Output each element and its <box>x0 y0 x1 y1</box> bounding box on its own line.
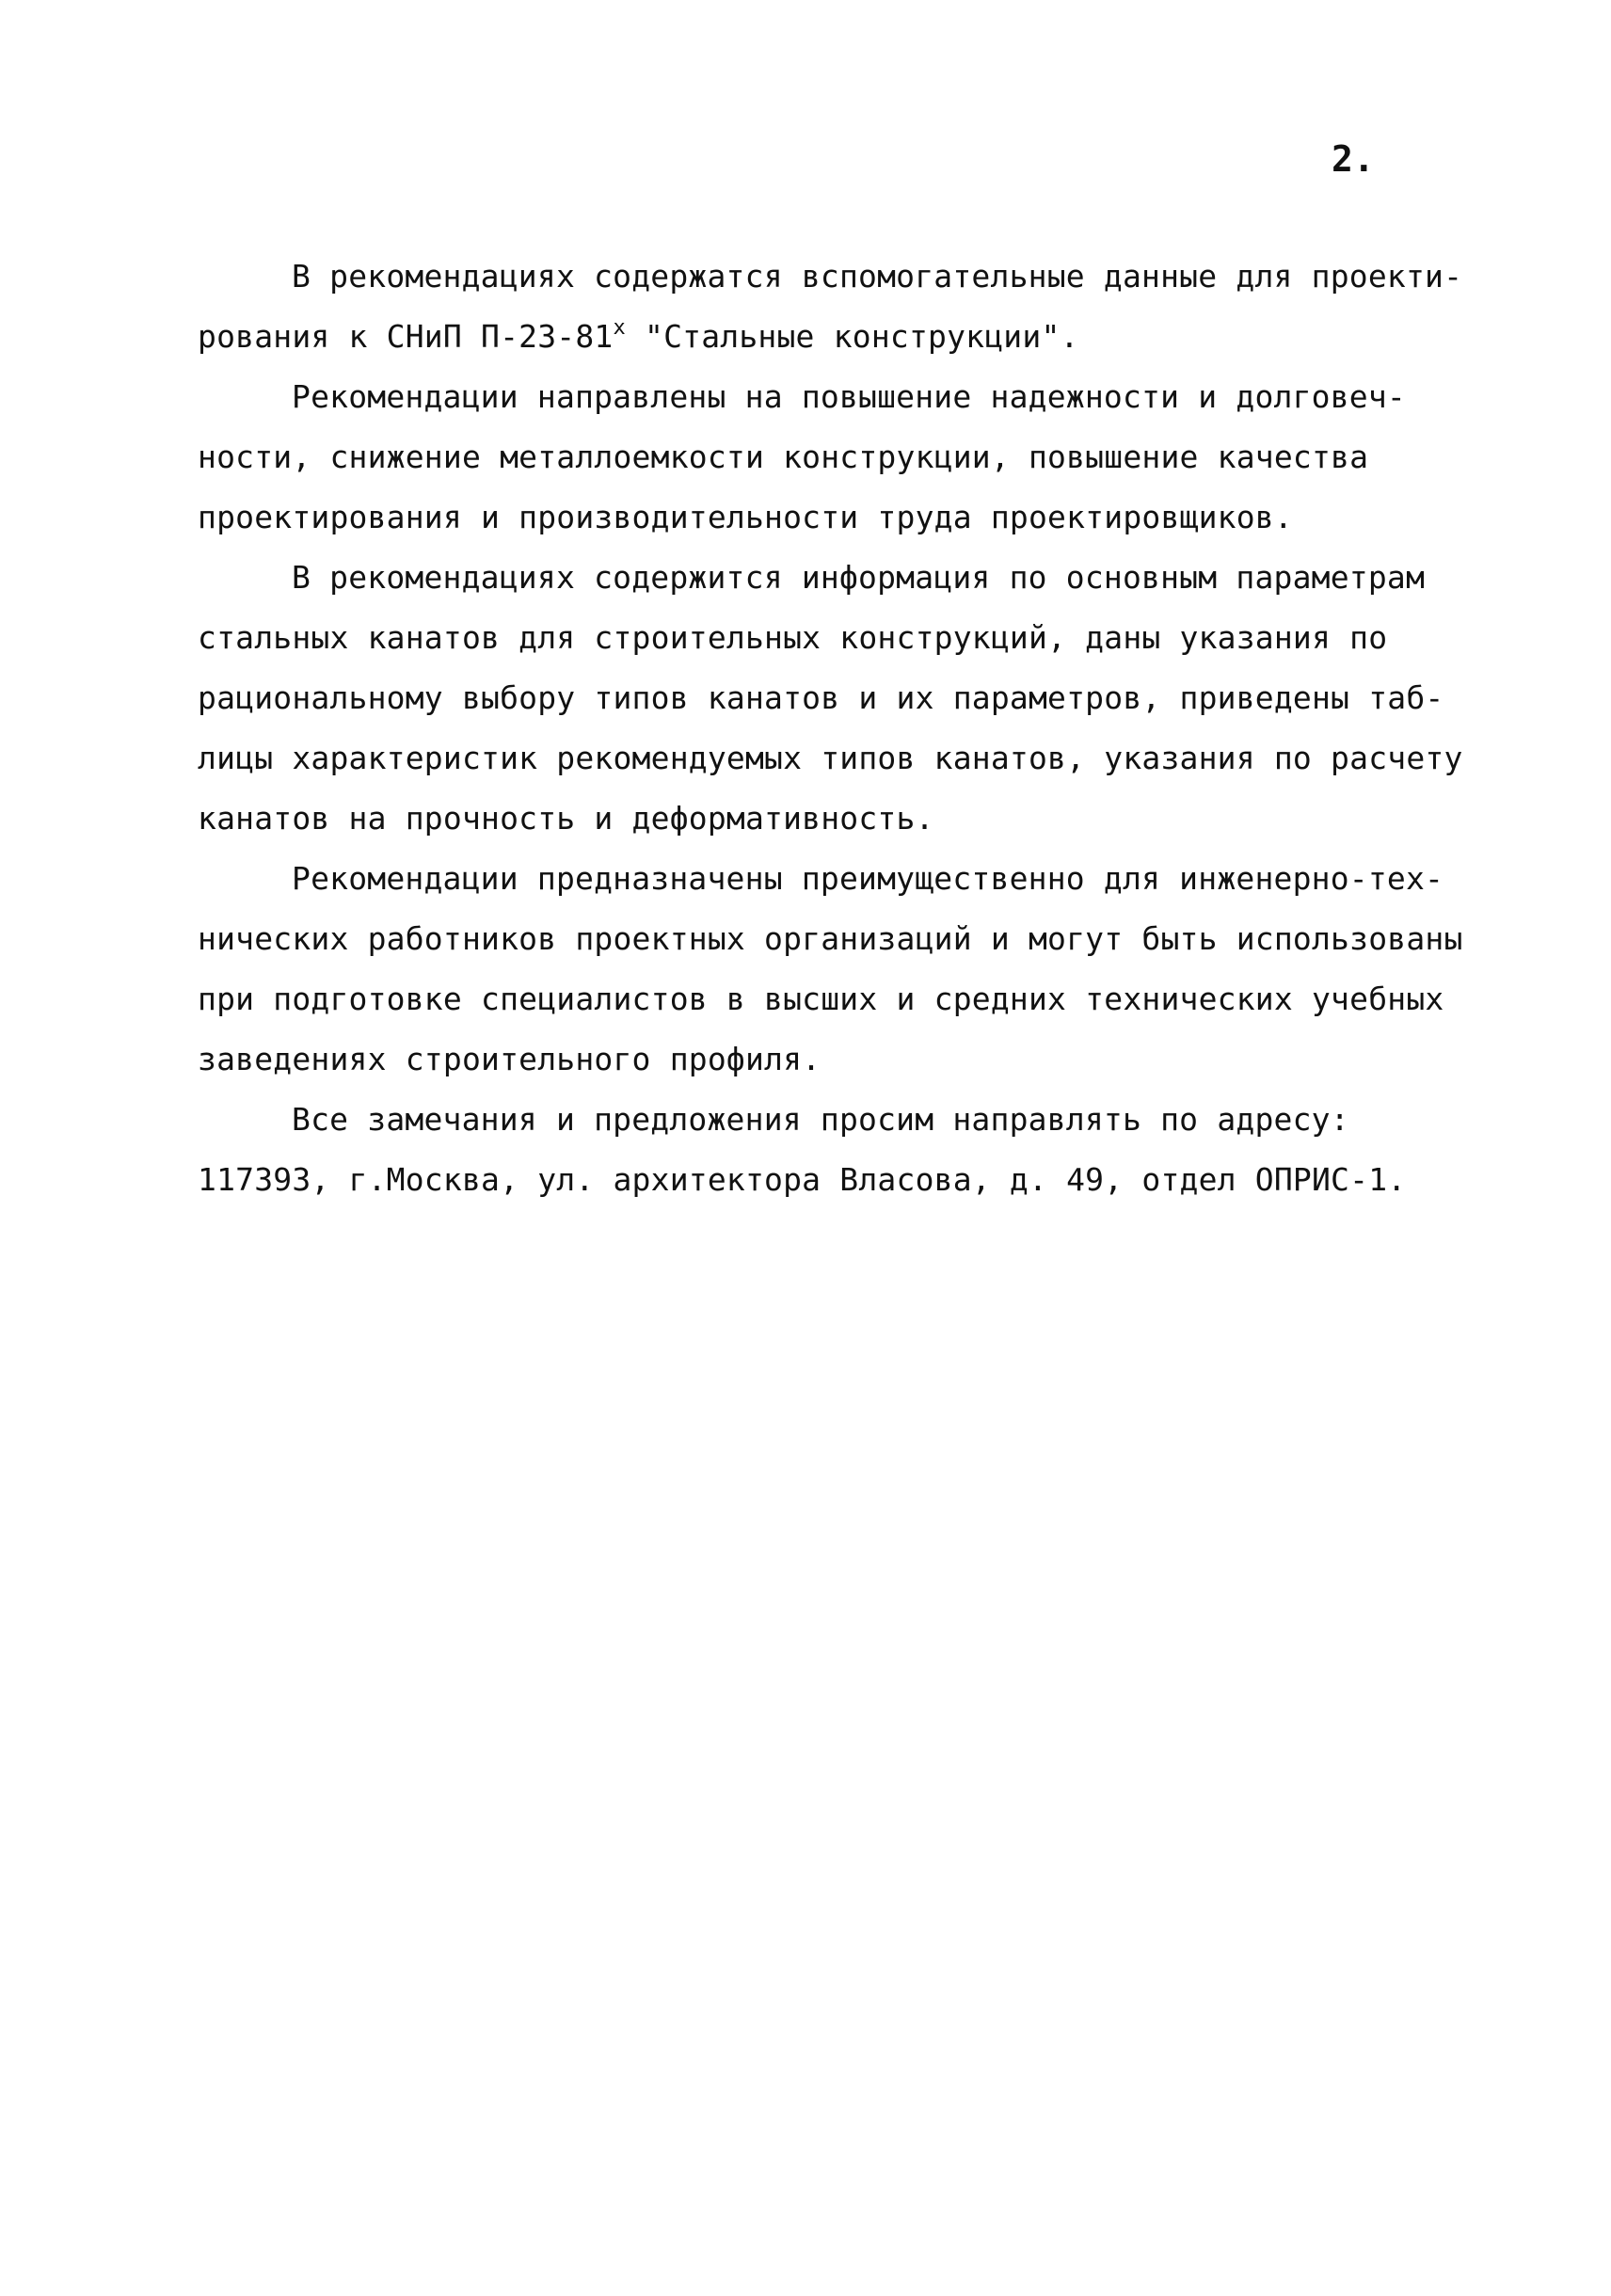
paragraph-line: Рекомендации предназначены преимущественно для инженерно-тех- <box>292 860 1444 897</box>
paragraph-line: лицы характеристик рекомендуемых типов канатов, указания по расчету <box>198 740 1463 776</box>
paragraph-line: рациональному выбору типов канатов и их параметров, приведены таб- <box>198 679 1444 716</box>
snip-reference-text: рования к СНиП П-23-81 <box>198 318 614 355</box>
snip-title-text: "Стальные конструкции". <box>625 318 1079 355</box>
paragraph-contact-address <box>198 1090 1477 1210</box>
paragraph-line: В рекомендациях содержится информация по основным параметрам <box>292 559 1426 596</box>
paragraph-line: нических работников проектных организаций и могут быть использованы <box>198 920 1463 957</box>
paragraph-line: канатов на прочность и деформативность. <box>198 800 934 837</box>
paragraph-line: проектирования и производительности труда проектировщиков. <box>198 499 1293 535</box>
paragraph-line: Все замечания и предложения просим направлять по адресу: <box>292 1101 1349 1138</box>
postal-address: 117393, г.Москва, ул. архитектора Власова, д. 49, отдел ОПРИС-1. <box>198 1161 1407 1198</box>
paragraph-line: В рекомендациях содержатся вспомогательные данные для проекти- <box>292 258 1463 295</box>
paragraph-line: при подготовке специалистов в высших и средних технических учебных <box>198 981 1444 1017</box>
paragraph-line: ности, снижение металлоемкости конструкции, повышение качества <box>198 438 1369 475</box>
paragraph-contents <box>198 548 1477 849</box>
paragraph-line: стальных канатов для строительных конструкций, даны указания по <box>198 619 1388 656</box>
paragraph-audience <box>198 849 1477 1090</box>
paragraph-purpose <box>198 367 1477 548</box>
paragraph-line-with-superscript <box>198 307 1477 367</box>
paragraph-line: заведениях строительного профиля. <box>198 1041 821 1077</box>
paragraph-line: Рекомендации направлены на повышение надежности и долговеч- <box>292 378 1406 415</box>
page-number: 2. <box>1332 138 1375 180</box>
superscript-mark: х <box>613 316 626 340</box>
document-body <box>198 247 1477 1210</box>
paragraph-intro <box>198 247 1477 367</box>
